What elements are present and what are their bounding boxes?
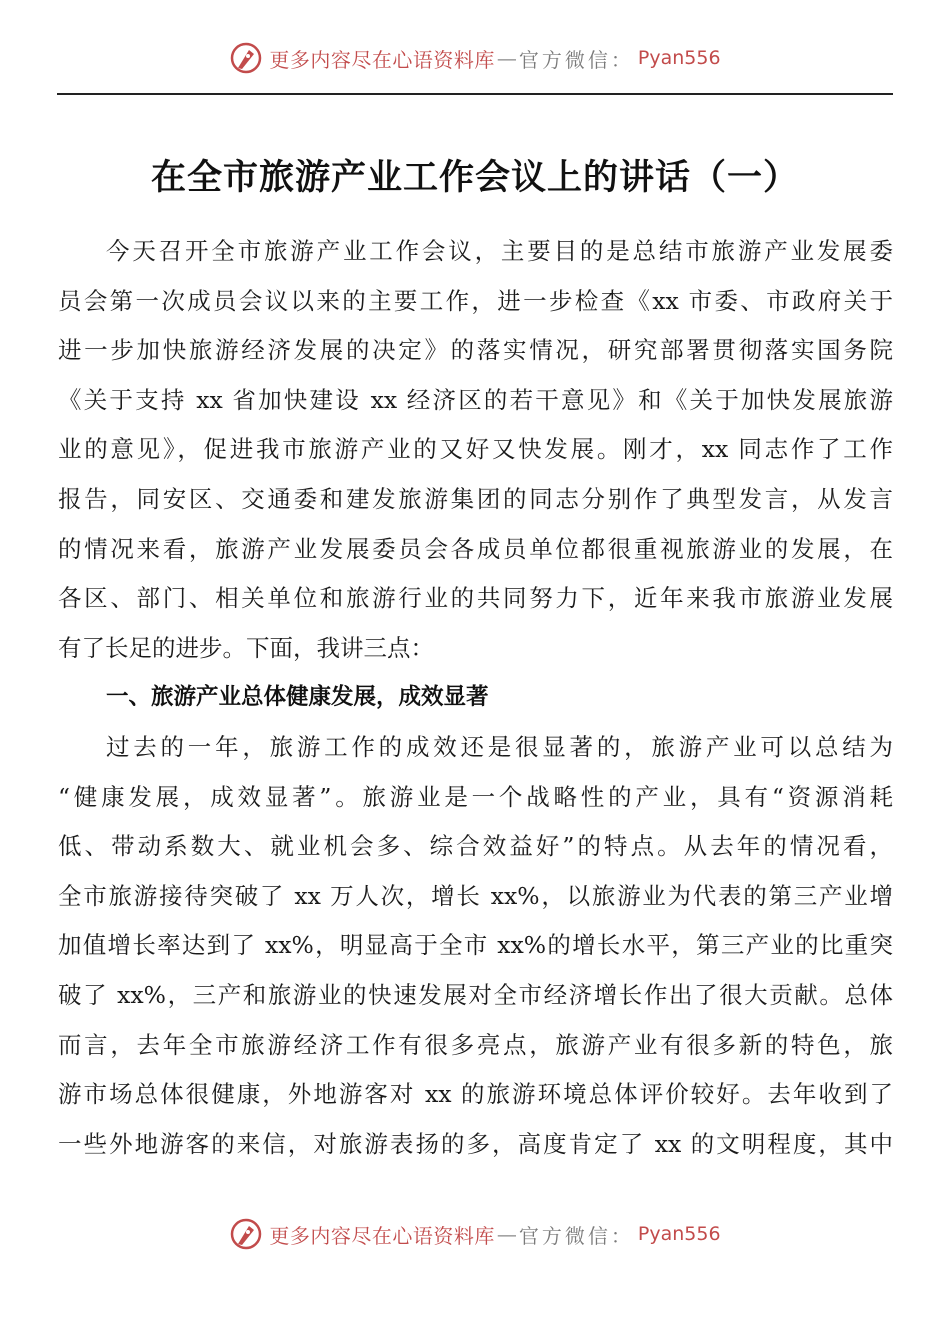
text-line: 进一步加快旅游经济发展的决定》的落实情况，研究部署贯彻落实国务院 — [58, 336, 893, 365]
header-banner — [0, 38, 950, 78]
document-title: 在全市旅游产业工作会议上的讲话（一） — [150, 157, 799, 198]
text-line: 破了 xx%，三产和旅游业的快速发展对全市经济增长作出了很大贡献。总体 — [58, 980, 893, 1009]
banner-separator: — — [496, 46, 517, 70]
text-line: 有了长足的进步。下面，我讲三点： — [58, 633, 434, 662]
text-line: 一些外地游客的来信，对旅游表扬的多，高度肯定了 xx 的文明程度，其中 — [58, 1129, 893, 1158]
text-line: 各区、部门、相关单位和旅游行业的共同努力下，近年来我市旅游业发展 — [58, 584, 893, 613]
text-line: 低、带动系数大、就业机会多、综合效益好”的特点。从去年的情况看， — [58, 832, 893, 861]
text-line: 的情况来看，旅游产业发展委员会各成员单位都很重视旅游业的发展，在 — [58, 534, 893, 563]
document-body — [58, 227, 893, 1169]
banner-text: 更多内容尽在心语资料库 — [269, 47, 495, 72]
banner-separator: — — [496, 1222, 517, 1246]
footer-banner — [0, 1214, 950, 1254]
text-line: 游市场总体很健康，外地游客对 xx 的旅游环境总体评价较好。去年收到了 — [58, 1080, 893, 1109]
text-line: 而言，去年全市旅游经济工作有很多亮点，旅游产业有很多新的特色，旅 — [58, 1030, 893, 1059]
text-line: “健康发展，成效显著”。旅游业是一个战略性的产业，具有“资源消耗 — [58, 782, 893, 811]
paragraph-intro — [58, 227, 893, 673]
section-heading: 一、旅游产业总体健康发展，成效显著 — [106, 684, 489, 711]
paragraph-section-one — [58, 723, 893, 1169]
pen-nib-logo-icon — [229, 1217, 263, 1251]
text-line: 《关于支持 xx 省加快建设 xx 经济区的若干意见》和《关于加快发展旅游 — [58, 385, 893, 414]
banner-wechat-id: Pyan556 — [637, 1223, 721, 1245]
text-line: 加值增长率达到了 xx%，明显高于全市 xx%的增长水平，第三产业的比重突 — [58, 931, 893, 960]
banner-official-label: 官方微信： — [518, 1223, 634, 1248]
text-line: 报告，同安区、交通委和建发旅游集团的同志分别作了典型发言，从发言 — [58, 484, 893, 513]
banner-text: 更多内容尽在心语资料库 — [269, 1223, 495, 1248]
text-line: 员会第一次成员会议以来的主要工作，进一步检查《xx 市委、市政府关于 — [58, 286, 893, 315]
text-line: 今天召开全市旅游产业工作会议，主要目的是总结市旅游产业发展委 — [106, 237, 893, 265]
text-line: 业的意见》，促进我市旅游产业的又好又快发展。刚才，xx 同志作了工作 — [58, 435, 893, 464]
banner-wechat-id: Pyan556 — [637, 47, 721, 69]
header-divider — [57, 93, 893, 95]
pen-nib-logo-icon — [229, 41, 263, 75]
text-line: 全市旅游接待突破了 xx 万人次，增长 xx%，以旅游业为代表的第三产业增 — [58, 881, 893, 910]
text-line: 过去的一年，旅游工作的成效还是很显著的，旅游产业可以总结为 — [106, 732, 893, 761]
banner-official-label: 官方微信： — [518, 47, 634, 72]
